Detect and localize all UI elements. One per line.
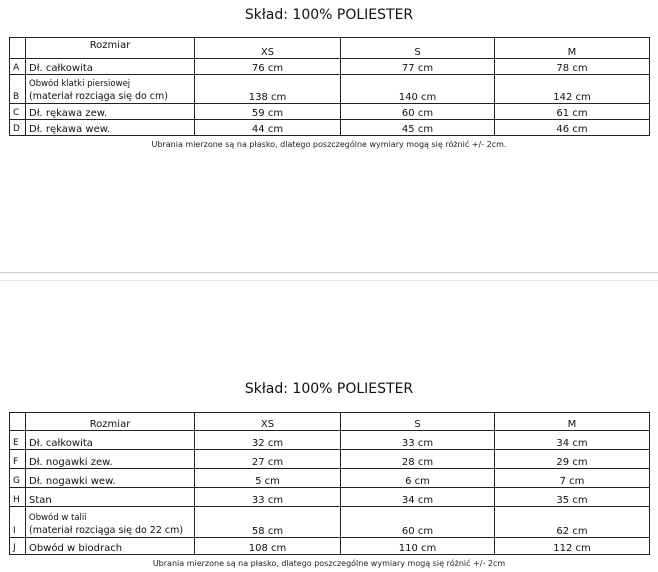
row-letter: C bbox=[10, 104, 26, 120]
table-row bbox=[10, 431, 650, 450]
table-row bbox=[10, 120, 650, 136]
composition-title-top: Skład: 100% POLIESTER bbox=[244, 7, 414, 23]
composition-title-bottom: Skład: 100% POLIESTER bbox=[244, 381, 414, 397]
row-label: Dł. rękawa wew. bbox=[26, 120, 195, 136]
value-m: 35 cm bbox=[495, 488, 650, 507]
row-label: Stan bbox=[26, 488, 195, 507]
row-label: Dł. nogawki zew. bbox=[26, 450, 195, 469]
value-xs: 108 cm bbox=[195, 538, 341, 555]
table-row bbox=[10, 507, 650, 538]
size-m-header: M bbox=[495, 38, 650, 59]
value-m: 142 cm bbox=[495, 75, 650, 104]
size-s-header: S bbox=[341, 38, 495, 59]
size-column-label: Rozmiar bbox=[26, 413, 195, 431]
value-xs: 59 cm bbox=[195, 104, 341, 120]
value-xs: 27 cm bbox=[195, 450, 341, 469]
row-label bbox=[26, 75, 195, 104]
row-letter: E bbox=[10, 431, 26, 450]
table-row bbox=[10, 488, 650, 507]
section-divider-secondary bbox=[0, 280, 658, 281]
size-table-top bbox=[9, 37, 650, 136]
row-letter: G bbox=[10, 469, 26, 488]
value-s: 28 cm bbox=[341, 450, 495, 469]
value-m: 7 cm bbox=[495, 469, 650, 488]
table-row bbox=[10, 104, 650, 120]
value-m: 34 cm bbox=[495, 431, 650, 450]
value-s: 110 cm bbox=[341, 538, 495, 555]
value-xs: 33 cm bbox=[195, 488, 341, 507]
size-xs-header: XS bbox=[195, 413, 341, 431]
row-letter: B bbox=[10, 75, 26, 104]
row-label-line1: Obwód klatki piersiowej bbox=[29, 79, 131, 89]
value-s: 33 cm bbox=[341, 431, 495, 450]
value-s: 77 cm bbox=[341, 59, 495, 75]
header-letter-cell bbox=[10, 38, 26, 59]
table-row bbox=[10, 538, 650, 555]
value-s: 6 cm bbox=[341, 469, 495, 488]
value-s: 60 cm bbox=[341, 507, 495, 538]
table-header-row bbox=[10, 38, 650, 59]
measurement-note-bottom: Ubrania mierzone są na płasko, dlatego poszczególne wymiary mogą się różnić +/- 2cm bbox=[152, 559, 506, 568]
table-row bbox=[10, 450, 650, 469]
row-label: Obwód w biodrach bbox=[26, 538, 195, 555]
value-xs: 44 cm bbox=[195, 120, 341, 136]
size-m-header: M bbox=[495, 413, 650, 431]
section-divider bbox=[0, 272, 658, 273]
value-m: 78 cm bbox=[495, 59, 650, 75]
row-letter: D bbox=[10, 120, 26, 136]
measurement-note-top: Ubrania mierzone są na płasko, dlatego poszczególne wymiary mogą się różnić +/- 2cm. bbox=[151, 140, 507, 149]
size-xs-header: XS bbox=[195, 38, 341, 59]
row-label-line1: Obwód w talii bbox=[29, 513, 87, 523]
value-s: 60 cm bbox=[341, 104, 495, 120]
row-label-line2: (materiał rozciąga się do 22 cm) bbox=[29, 525, 184, 536]
value-m: 29 cm bbox=[495, 450, 650, 469]
value-s: 34 cm bbox=[341, 488, 495, 507]
row-label: Dł. całkowita bbox=[26, 431, 195, 450]
value-m: 112 cm bbox=[495, 538, 650, 555]
value-xs: 138 cm bbox=[195, 75, 341, 104]
row-letter: I bbox=[10, 507, 26, 538]
value-m: 62 cm bbox=[495, 507, 650, 538]
size-column-label: Rozmiar bbox=[26, 38, 195, 59]
row-letter: J bbox=[10, 538, 26, 555]
value-xs: 5 cm bbox=[195, 469, 341, 488]
value-xs: 58 cm bbox=[195, 507, 341, 538]
row-label: Dł. rękawa zew. bbox=[26, 104, 195, 120]
value-m: 61 cm bbox=[495, 104, 650, 120]
table-row bbox=[10, 75, 650, 104]
value-s: 45 cm bbox=[341, 120, 495, 136]
size-s-header: S bbox=[341, 413, 495, 431]
row-label: Dł. nogawki wew. bbox=[26, 469, 195, 488]
value-m: 46 cm bbox=[495, 120, 650, 136]
row-letter: A bbox=[10, 59, 26, 75]
value-xs: 32 cm bbox=[195, 431, 341, 450]
table-header-row bbox=[10, 413, 650, 431]
value-xs: 76 cm bbox=[195, 59, 341, 75]
row-label-line2: (materiał rozciąga się do cm) bbox=[29, 91, 168, 102]
table-row bbox=[10, 59, 650, 75]
row-label: Dł. całkowita bbox=[26, 59, 195, 75]
size-table-bottom bbox=[9, 412, 650, 555]
header-letter-cell bbox=[10, 413, 26, 431]
row-letter: F bbox=[10, 450, 26, 469]
value-s: 140 cm bbox=[341, 75, 495, 104]
table-row bbox=[10, 469, 650, 488]
row-letter: H bbox=[10, 488, 26, 507]
row-label bbox=[26, 507, 195, 538]
